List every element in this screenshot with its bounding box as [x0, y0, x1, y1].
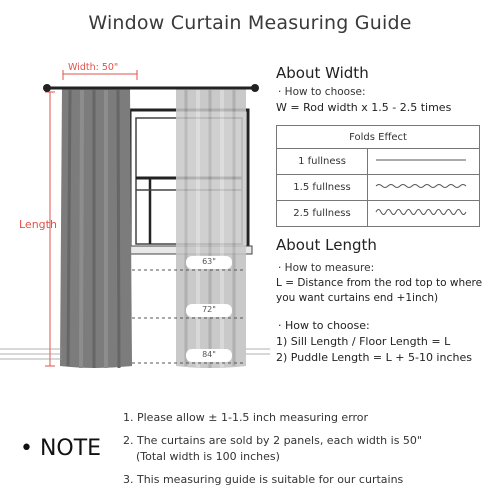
length-option-2: 2) Puddle Length = L + 5-10 inches [276, 351, 472, 364]
light-curtain-front [176, 87, 246, 368]
note-label: • NOTE [20, 436, 102, 461]
fold-wave-3 [368, 201, 480, 227]
length-label: Length [19, 218, 57, 231]
mark-63: 63" [202, 257, 216, 266]
width-formula: W = Rod width x 1.5 - 2.5 times [276, 101, 452, 114]
fold-wave-1 [368, 149, 480, 175]
dark-curtain [60, 87, 132, 368]
about-length-heading: About Length [276, 236, 377, 254]
folds-header: Folds Effect [277, 126, 480, 149]
fold-wave-2 [368, 175, 480, 201]
mark-72: 72" [202, 305, 216, 314]
curtain-diagram [0, 50, 270, 380]
mark-84: 84" [202, 350, 216, 359]
note-item-2-line1: 2. The curtains are sold by 2 panels, each width is 50" [123, 434, 422, 447]
length-option-1: 1) Sill Length / Floor Length = L [276, 335, 451, 348]
fold-label-2: 1.5 fullness [277, 175, 368, 201]
width-label: Width: 50" [68, 62, 119, 73]
note-item-1: 1. Please allow ± 1-1.5 inch measuring error [123, 411, 369, 424]
length-measure-line1: L = Distance from the rod top to where [276, 277, 483, 289]
note-item-2-line2: (Total width is 100 inches) [136, 450, 280, 463]
length-how-to-measure: · How to measure: [278, 262, 375, 274]
length-how-to-choose: · How to choose: [278, 319, 370, 332]
fold-label-1: 1 fullness [277, 149, 368, 175]
note-item-3: 3. This measuring guide is suitable for our curtains [123, 473, 404, 486]
page-title: Window Curtain Measuring Guide [88, 12, 412, 34]
folds-table [276, 125, 480, 227]
length-measure-line2: you want curtains end +1inch) [276, 292, 439, 304]
width-how-to-choose: · How to choose: [278, 86, 366, 98]
fold-label-3: 2.5 fullness [277, 201, 368, 227]
about-width-heading: About Width [276, 64, 369, 82]
